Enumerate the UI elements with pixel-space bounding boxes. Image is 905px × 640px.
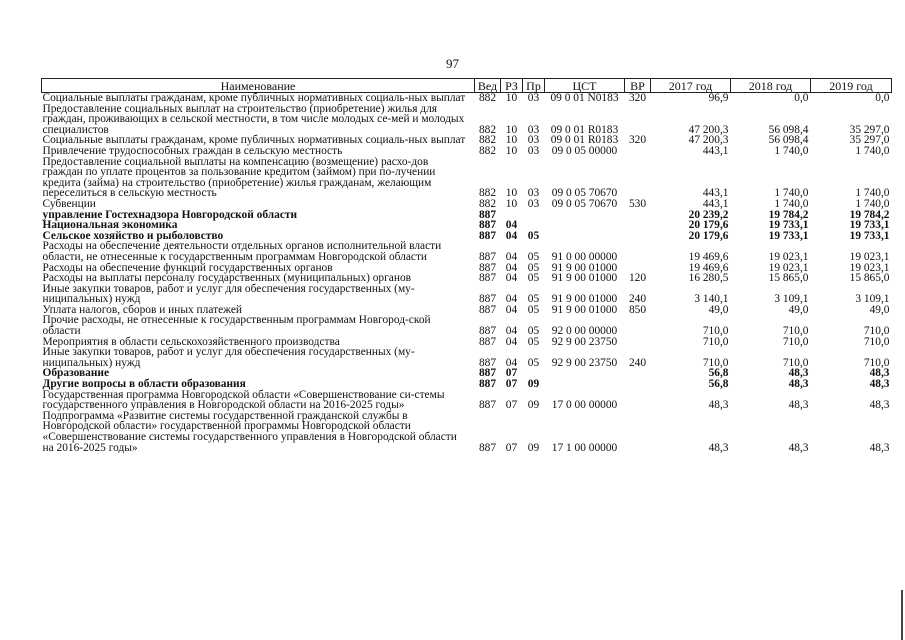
cell-pr: 03 [527,197,540,210]
col-header-cst: ЦСТ [545,79,625,93]
cell-rz: 04 [505,335,518,348]
cell-rz: 10 [505,187,518,200]
cell-rz: 10 [505,134,518,147]
cell-ved: 887 [478,293,497,306]
table-row [42,146,892,157]
cell-rz: 04 [505,261,518,274]
cell-name: Предоставление социальной выплаты на компенсацию (возмещение) расхо-дов граждан по уплате процентов за пользование кредитом (займом) при по-лучении кредита (займа) на строительство (приобретение) жилья гражданам, желающим переселиться в сельскую местность [42,155,436,200]
cell-vr: 530 [628,197,647,210]
cell-cst: 91 9 00 01000 [551,261,618,274]
cell-y2017: 48,3 [708,399,729,412]
cell-y2019: 3 109,1 [855,293,890,306]
cell-cst: 09 0 05 00000 [551,144,618,157]
cell-name: Прочие расходы, не отнесенные к государственным программам Новгород-ской области [42,314,431,338]
cell-vr [625,146,651,157]
cell-y2018: 56 098,4 [768,123,809,136]
budget-table [41,78,892,453]
cell-name: Привлечение трудоспособных граждан в сельскую местность [42,144,343,157]
page-edge-mark [901,590,903,640]
cell-name: Мероприятия в области сельскохозяйственного производства [42,335,340,348]
cell-cst [545,379,625,390]
cell-name: управление Гостехнадзора Новгородской области [42,208,298,221]
cell-pr: 05 [527,303,540,316]
cell-vr: 320 [628,134,647,147]
cell-y2018: 710,0 [782,356,809,369]
col-header-pr: Пр [523,79,545,93]
col-header-2017: 2017 год [651,79,731,93]
cell-cst [545,210,625,221]
cell-vr [625,411,651,453]
cell-pr: 03 [527,187,540,200]
cell-y2018: 56 098,4 [768,134,809,147]
cell-y2018: 19 733,1 [768,219,809,232]
cell-cst: 91 9 00 01000 [551,293,618,306]
cell-ved: 882 [478,134,497,147]
cell-ved: 887 [478,261,497,274]
cell-ved: 887 [478,335,497,348]
cell-cst: 09 0 05 70670 [551,197,618,210]
cell-y2017: 20 239,2 [688,208,729,221]
cell-name: Предоставление социальных выплат на строительство (приобретение) жилья для граждан, проживающих в сельской местности, в том числе молодых се-мей и молодых специалистов [42,102,465,136]
cell-y2019: 19 784,2 [849,208,890,221]
cell-y2018: 1 740,0 [774,197,809,210]
cell-vr [625,220,651,231]
cell-name: Другие вопросы в области образования [42,378,246,391]
cell-y2017: 443,1 [702,144,729,157]
cell-pr: 05 [527,325,540,338]
cell-pr: 09 [527,399,540,412]
cell-pr: 05 [527,356,540,369]
cell-ved: 887 [478,325,497,338]
cell-y2018: 710,0 [782,335,809,348]
cell-y2018: 48,3 [788,367,809,380]
cell-cst: 09 0 05 70670 [551,187,618,200]
cell-ved: 887 [478,378,497,391]
cell-ved: 887 [478,303,497,316]
cell-rz: 10 [505,144,518,157]
cell-pr: 09 [527,378,540,391]
table-row [42,284,892,305]
cell-rz: 04 [505,356,518,369]
cell-y2017: 20 179,6 [688,229,729,242]
cell-y2018: 48,3 [788,378,809,391]
cell-y2018: 0,0 [794,92,809,104]
cell-y2018: 19 023,1 [768,250,809,263]
cell-ved: 882 [478,144,497,157]
cell-ved: 882 [478,92,497,104]
cell-rz: 04 [505,219,518,232]
col-header-rz: РЗ [501,79,523,93]
cell-rz: 04 [505,293,518,306]
cell-rz: 07 [505,367,518,380]
col-header-2018: 2018 год [731,79,811,93]
cell-pr: 05 [527,335,540,348]
cell-rz: 04 [505,272,518,285]
cell-ved: 887 [478,441,497,454]
cell-ved: 882 [478,187,497,200]
cell-y2018: 48,3 [788,441,809,454]
table-row [42,390,892,411]
cell-cst: 91 0 00 00000 [551,250,618,263]
cell-vr [625,104,651,136]
cell-pr: 05 [527,261,540,274]
cell-ved: 887 [478,356,497,369]
cell-y2017: 710,0 [702,325,729,338]
table-row [42,347,892,368]
cell-y2019: 35 297,0 [849,123,890,136]
cell-name: Государственная программа Новгородской области «Совершенствование си-стемы государственного управления в Новгородской области на 2016-2025 годы» [42,388,445,412]
cell-ved: 887 [478,250,497,263]
cell-cst [545,231,625,242]
cell-rz: 07 [505,441,518,454]
cell-y2017: 3 140,1 [694,293,729,306]
cell-y2018: 19 784,2 [768,208,809,221]
cell-cst: 09 0 01 R0183 [550,123,619,136]
cell-pr: 05 [527,272,540,285]
cell-y2017: 56,8 [708,378,729,391]
cell-vr [625,241,651,262]
cell-cst: 91 9 00 01000 [551,303,618,316]
cell-y2019: 19 023,1 [849,250,890,263]
cell-y2019: 48,3 [869,367,890,380]
cell-vr: 240 [628,293,647,306]
cell-rz: 07 [505,378,518,391]
cell-y2019: 1 740,0 [855,197,890,210]
table-row [42,411,892,453]
table-row [42,315,892,336]
cell-ved: 887 [478,229,497,242]
cell-y2019: 710,0 [863,356,890,369]
cell-y2019: 19 733,1 [849,219,890,232]
cell-pr: 05 [527,229,540,242]
cell-vr [625,157,651,199]
cell-vr: 240 [628,356,647,369]
cell-y2019: 35 297,0 [849,134,890,147]
cell-rz: 10 [505,197,518,210]
cell-y2019: 48,3 [869,441,890,454]
cell-vr [625,315,651,336]
cell-name: Национальная экономика [42,219,178,232]
cell-y2018: 1 740,0 [774,144,809,157]
table-header [42,79,892,93]
cell-y2017: 19 469,6 [688,250,729,263]
cell-y2017: 443,1 [702,197,729,210]
cell-y2017: 19 469,6 [688,261,729,274]
cell-y2019: 1 740,0 [855,144,890,157]
cell-vr: 120 [628,272,647,285]
cell-cst: 09 0 01 R0183 [550,134,619,147]
cell-ved: 887 [478,367,497,380]
table-row [42,157,892,199]
cell-vr [625,368,651,379]
cell-pr [523,210,545,221]
cell-rz: 04 [505,325,518,338]
cell-ved: 882 [478,197,497,210]
cell-pr: 05 [527,250,540,263]
cell-y2017: 47 200,3 [688,134,729,147]
cell-y2017: 443,1 [702,187,729,200]
cell-y2019: 19 733,1 [849,229,890,242]
cell-y2019: 0,0 [875,92,890,104]
cell-pr: 03 [527,134,540,147]
cell-pr: 03 [527,92,540,104]
cell-cst: 92 0 00 00000 [551,325,618,338]
table-row [42,93,892,104]
table-row [42,104,892,136]
cell-cst: 09 0 01 N0183 [550,92,619,104]
cell-rz: 07 [505,399,518,412]
cell-name: Иные закупки товаров, работ и услуг для обеспечения государственных (му-ниципальных) нужд [42,346,415,369]
cell-y2017: 16 280,5 [688,272,729,285]
cell-vr [625,210,651,221]
cell-name: Социальные выплаты гражданам, кроме публичных нормативных социаль-ных выплат [42,134,466,147]
cell-y2018: 710,0 [782,325,809,338]
cell-y2019: 19 023,1 [849,261,890,274]
cell-vr: 320 [628,92,647,104]
cell-name: Расходы на обеспечение функций государственных органов [42,261,333,274]
cell-cst [545,368,625,379]
cell-name: Подпрограмма «Развитие системы государственной гражданской службы в Новгородской области» государственной программы Новгородской области «Совершенствование системы государственного управления в Новгородской области на 2016-2025 годы» [42,409,457,454]
cell-y2017: 48,3 [708,441,729,454]
cell-y2019: 48,3 [869,378,890,391]
table-row [42,199,892,210]
page-number: 97 [446,56,459,71]
cell-rz: 10 [505,123,518,136]
cell-y2019: 1 740,0 [855,187,890,200]
cell-vr [625,231,651,242]
col-header-ved: Вед [475,79,501,93]
cell-name: Уплата налогов, сборов и иных платежей [42,303,242,316]
col-header-2019: 2019 год [811,79,892,93]
cell-name: Расходы на выплаты персоналу государственных (муниципальных) органов [42,272,412,285]
cell-cst: 17 0 00 00000 [551,399,618,412]
cell-y2019: 710,0 [863,335,890,348]
cell-y2019: 710,0 [863,325,890,338]
cell-cst [545,220,625,231]
cell-ved: 882 [478,123,497,136]
cell-y2017: 47 200,3 [688,123,729,136]
cell-y2017: 710,0 [702,335,729,348]
cell-vr [625,337,651,348]
cell-cst: 92 9 00 23750 [551,335,618,348]
col-header-name: Наименование [42,79,475,93]
cell-ved: 887 [478,272,497,285]
cell-name: Образование [42,367,110,380]
col-header-vr: ВР [625,79,651,93]
cell-rz: 04 [505,229,518,242]
cell-y2017: 20 179,6 [688,219,729,232]
cell-rz: 04 [505,303,518,316]
cell-cst: 92 9 00 23750 [551,356,618,369]
cell-y2018: 19 023,1 [768,261,809,274]
cell-name: Иные закупки товаров, работ и услуг для обеспечения государственных (му-ниципальных) нужд [42,282,415,306]
cell-y2017: 96,9 [708,92,729,104]
cell-vr [625,390,651,411]
cell-y2019: 48,3 [869,399,890,412]
cell-cst: 91 9 00 01000 [551,272,618,285]
cell-y2019: 15 865,0 [849,272,890,285]
cell-pr: 03 [527,123,540,136]
cell-pr: 03 [527,144,540,157]
cell-y2018: 49,0 [788,303,809,316]
cell-name: Социальные выплаты гражданам, кроме публичных нормативных социаль-ных выплат [42,92,466,104]
cell-y2017: 710,0 [702,356,729,369]
cell-name: Сельское хозяйство и рыболовство [42,229,224,242]
cell-vr: 850 [628,303,647,316]
cell-y2018: 48,3 [788,399,809,412]
cell-ved: 887 [478,399,497,412]
cell-cst: 17 1 00 00000 [551,441,618,454]
cell-pr: 09 [527,441,540,454]
cell-y2017: 56,8 [708,367,729,380]
cell-pr: 05 [527,293,540,306]
cell-ved: 887 [478,219,497,232]
cell-name: Субвенции [42,197,96,210]
cell-y2019: 49,0 [869,303,890,316]
cell-rz: 04 [505,250,518,263]
cell-vr [625,379,651,390]
table-row [42,241,892,262]
cell-y2017: 49,0 [708,303,729,316]
cell-name: Расходы на обеспечение деятельности отдельных органов исполнительной власти области, не отнесенные к государственным программам Новгородской области [42,240,442,263]
cell-y2018: 19 733,1 [768,229,809,242]
cell-y2018: 1 740,0 [774,187,809,200]
table-body [42,93,892,454]
cell-rz: 10 [505,92,518,104]
cell-y2018: 3 109,1 [774,293,809,306]
cell-ved: 887 [478,208,497,221]
cell-y2018: 15 865,0 [768,272,809,285]
